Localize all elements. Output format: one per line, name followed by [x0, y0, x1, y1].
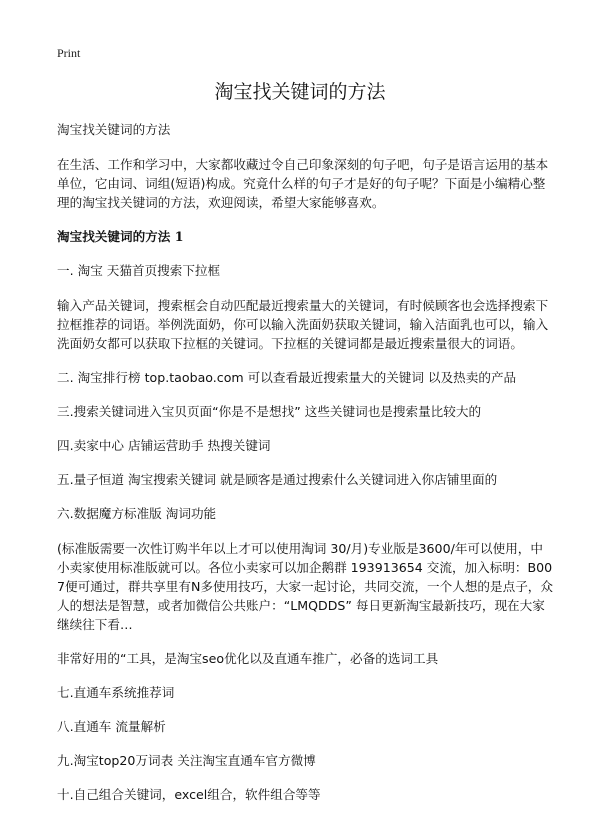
- list-item-9: 九.淘宝top20万词表 关注淘宝直通车官方微博: [57, 753, 316, 768]
- list-item-7: 七.直通车系统推荐词: [57, 685, 175, 700]
- list-item-4: 四.卖家中心 店铺运营助手 热搜关键词: [57, 438, 271, 453]
- list-item-5: 五.量子恒道 淘宝搜索关键词 就是顾客是通过搜索什么关键词进入你店铺里面的: [57, 472, 498, 487]
- section-heading: 淘宝找关键词的方法 1: [57, 229, 184, 244]
- page-title: 淘宝找关键词的方法: [214, 81, 386, 103]
- list-item-6: 六.数据魔方标准版 淘词功能: [57, 506, 217, 521]
- intro-paragraph: 在生活、工作和学习中，大家都收藏过令自己印象深刻的句子吧，句子是语言运用的基本单位，它由词、词组(短语)构成。究竟什么样的句子才是好的句子呢？下面是小编精心整理的淘宝找关键词的方法，欢迎阅读，希望大家能够喜欢。: [57, 157, 549, 210]
- list-item-3: 三.搜索关键词进入宝贝页面“你是不是想找” 这些关键词也是搜索量比较大的: [57, 404, 482, 419]
- list-item-1-description: 输入产品关键词，搜索框会自动匹配最近搜索量大的关键词，有时候顾客也会选择搜索下拉框推荐的词语。举例洗面奶，你可以输入洗面奶获取关键词，输入洁面乳也可以，输入洗面奶女都可以获取下拉框的关键词。下拉框的关键词都是最近搜索量很大的词语。: [57, 298, 549, 351]
- list-item-2: 二. 淘宝排行榜 top.taobao.com 可以查看最近搜索量大的关键词 以及热卖的产品: [57, 370, 517, 385]
- list-item-1: 一. 淘宝 天猫首页搜索下拉框: [57, 263, 221, 278]
- document-body: [57, 121, 553, 820]
- print-label: Print: [57, 46, 81, 60]
- list-item-6-description: (标准版需要一次性订购半年以上才可以使用淘词 30/月)专业版是3600/年可以使用，中小卖家使用标准版就可以。各位小卖家可以加企鹅群 193913654 交流，加入标明：B007便可通过，群共享里有N多使用技巧，大家一起讨论，共同交流，一个人想的是点子，众人的想法是智慧，或者加微信公共账户：“LMQDDS” 每日更新淘宝最新技巧，现在大家继续往下看…: [57, 541, 553, 632]
- tool-note: 非常好用的“工具，是淘宝seo优化以及直通车推广，必备的选词工具: [57, 651, 439, 666]
- list-item-10: 十.自己组合关键词，excel组合，软件组合等等: [57, 787, 321, 802]
- document-subtitle: 淘宝找关键词的方法: [57, 122, 171, 137]
- list-item-8: 八.直通车 流量解析: [57, 719, 166, 734]
